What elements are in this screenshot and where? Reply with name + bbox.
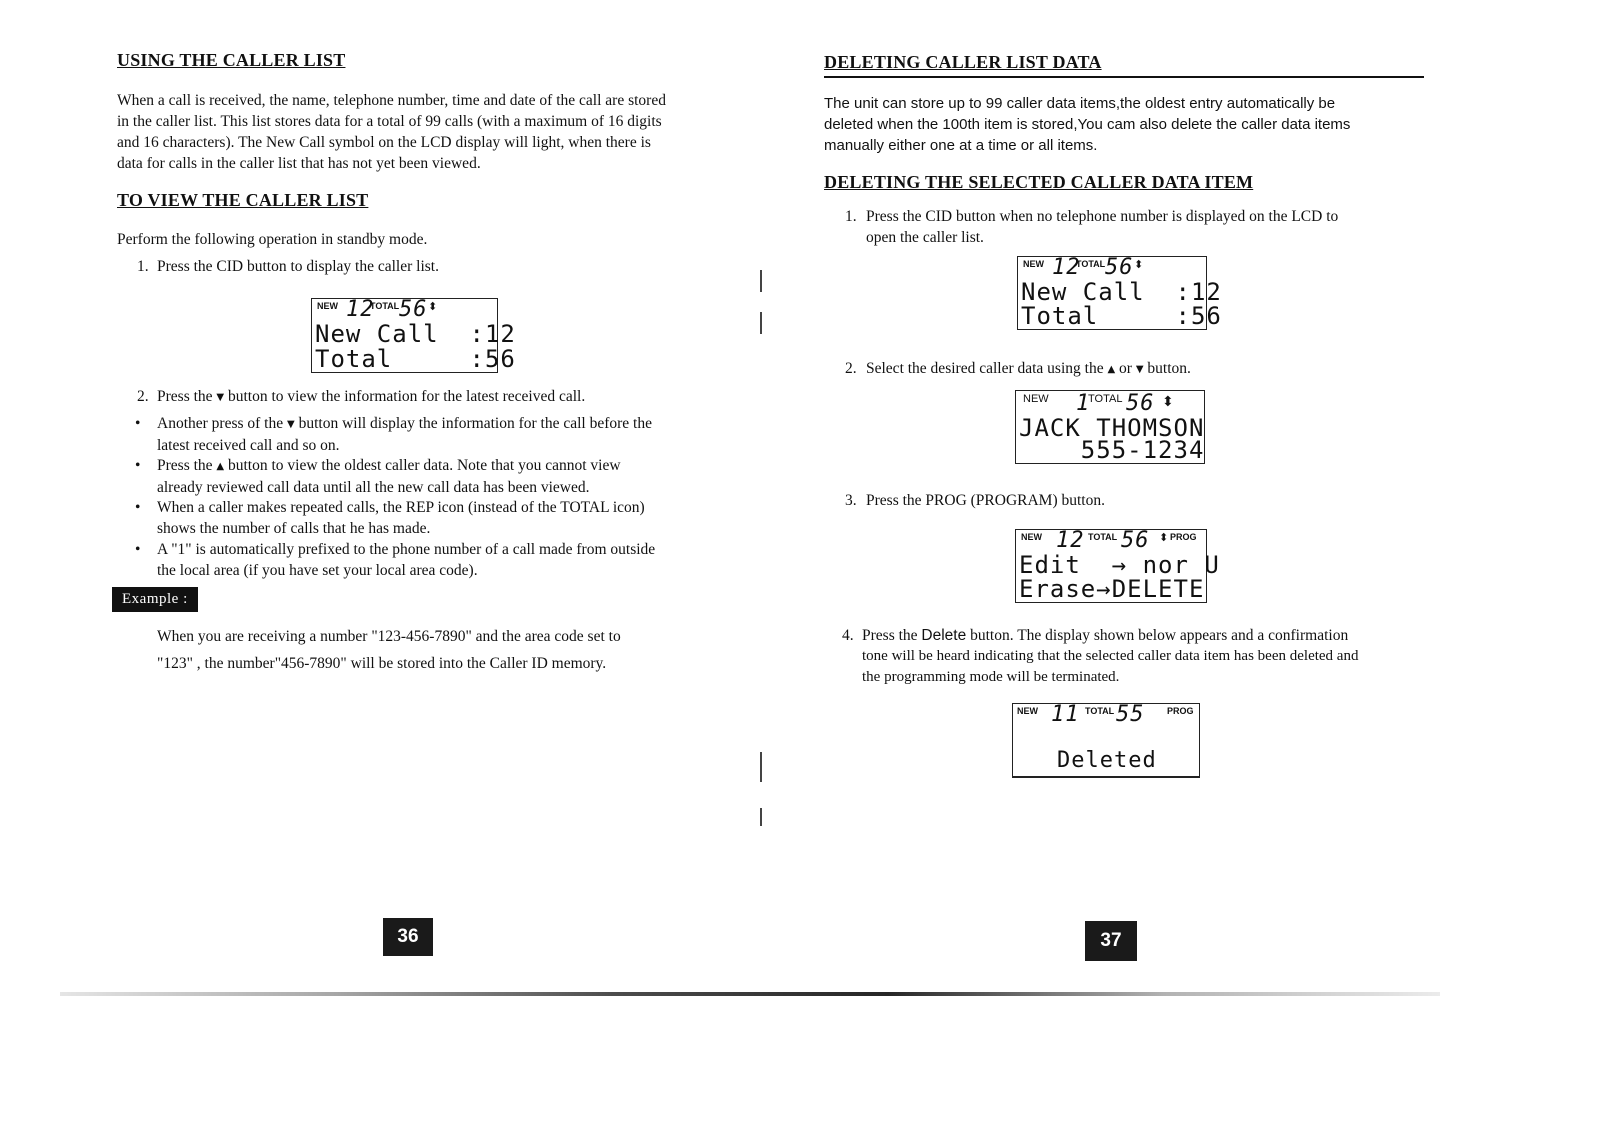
heading-view-caller-list: TO VIEW THE CALLER LIST (117, 190, 369, 210)
text-fragment: button. (1147, 360, 1191, 377)
lcd-line-1: Edit → nor U (1019, 551, 1220, 579)
bullet-text (157, 539, 655, 581)
total-count: 56 (1105, 255, 1134, 280)
intro-paragraph (117, 90, 737, 174)
bullet-text (157, 455, 621, 498)
text-fragment: Press the (862, 627, 918, 644)
new-count: 1 (1076, 391, 1091, 416)
lcd-line-1: New Call :12 (315, 320, 516, 348)
heading-deleting-caller-list-data: DELETING CALLER LIST DATA (824, 52, 1102, 72)
lcd-display-program-menu (1015, 528, 1220, 603)
new-count: 12 (1052, 255, 1081, 280)
lcd-bottom-border (1012, 776, 1200, 778)
text-line: latest received call and so on. (157, 437, 340, 454)
intro-line: and 16 characters). The New Call symbol on the LCD display will light, when there is (117, 134, 651, 151)
intro-line: deleted when the 100th item is stored,You cam also delete the caller data items (824, 116, 1351, 133)
text-line: shows the number of calls that he has made. (157, 520, 431, 537)
intro-line: data for calls in the caller list that has not yet been viewed. (117, 155, 481, 172)
text-fragment: button to view the oldest caller data. Note that you cannot view (228, 457, 621, 474)
text-fragment: Select the desired caller data using the (866, 360, 1104, 377)
lcd-line-2: Total :56 (315, 345, 516, 373)
lcd-line-2: Erase→DELETE (1019, 575, 1205, 603)
step-number: 1. (137, 258, 149, 275)
text-fragment: button will display the information for the call before the (298, 415, 652, 432)
step-text (866, 358, 1191, 380)
heading-using-caller-list: USING THE CALLER LIST (117, 50, 346, 70)
total-count: 56 (399, 297, 428, 322)
delete-key-label: Delete (921, 627, 967, 644)
bullet-text (157, 497, 645, 539)
gutter-mark (760, 808, 762, 826)
total-count: 55 (1116, 702, 1145, 727)
updown-arrow-icon: ⬍ (1159, 531, 1169, 544)
up-arrow-icon: ▲ (1107, 364, 1116, 375)
page-number-36: 36 (383, 918, 433, 956)
intro-line: in the caller list. This list stores data for a total of 99 calls (with a maximum of 16 digits (117, 113, 662, 130)
lcd-line-2: 555-1234 (1019, 436, 1205, 464)
text-line: the programming mode will be terminated. (862, 669, 1120, 685)
heading-rule (824, 76, 1424, 78)
step-text (862, 625, 1358, 688)
heading-deleting-selected-item: DELETING THE SELECTED CALLER DATA ITEM (824, 172, 1254, 192)
deleting-intro (824, 93, 1444, 156)
new-count: 12 (346, 297, 375, 322)
intro-line: When a call is received, the name, telephone number, time and date of the call are stored (117, 92, 666, 109)
bullet-icon: • (135, 415, 141, 432)
step-text (157, 386, 585, 408)
text-line: already reviewed call data until all the new call data has been viewed. (157, 479, 590, 496)
text-line: A "1" is automatically prefixed to the phone number of a call made from outside (157, 541, 656, 558)
gutter-mark (760, 752, 762, 782)
new-indicator: NEW (1021, 532, 1042, 542)
lcd-display-caller-list (311, 297, 516, 373)
text-line: the local area (if you have set your local area code). (157, 562, 478, 579)
bullet-icon: • (135, 457, 141, 474)
total-count: 56 (1126, 391, 1155, 416)
down-arrow-icon: ▼ (216, 392, 225, 403)
perform-text: Perform the following operation in standby mode. (117, 231, 428, 248)
text-fragment: or (1119, 360, 1132, 377)
text-fragment: Another press of the (157, 415, 284, 432)
total-indicator: TOTAL (1088, 532, 1118, 542)
text-line: open the caller list. (866, 229, 984, 246)
lcd-line-2: Total :56 (1021, 302, 1222, 330)
gutter-mark (760, 312, 762, 334)
step-text: Press the CID button to display the caller list. (157, 258, 439, 275)
step-text: Press the PROG (PROGRAM) button. (866, 492, 1105, 509)
intro-line: The unit can store up to 99 caller data items,the oldest entry automatically be (824, 95, 1336, 112)
text-line: "123" , the number"456-7890" will be stored into the Caller ID memory. (157, 655, 607, 672)
lcd-display-caller-entry (1015, 390, 1205, 464)
down-arrow-icon: ▼ (1135, 364, 1144, 375)
lcd-display-deleted (1012, 703, 1200, 777)
updown-arrow-icon: ⬍ (1162, 394, 1174, 410)
step-text (866, 206, 1338, 248)
updown-arrow-icon: ⬍ (428, 300, 438, 313)
text-fragment: Press the (157, 457, 213, 474)
new-indicator: NEW (1023, 259, 1044, 269)
bullet-icon: • (135, 499, 141, 516)
right-page (790, 0, 1613, 1138)
total-indicator: TOTAL (1076, 259, 1106, 269)
text-line: tone will be heard indicating that the selected caller data item has been deleted and (862, 648, 1359, 664)
total-indicator: TOTAL (370, 301, 400, 311)
prog-indicator: PROG (1170, 532, 1197, 542)
bullet-icon: • (135, 541, 141, 558)
gutter-mark (760, 270, 762, 292)
step-number: 3. (845, 492, 857, 509)
text-line: When you are receiving a number "123-456-7890" and the area code set to (157, 628, 621, 645)
prog-indicator: PROG (1167, 706, 1194, 716)
new-indicator: NEW (1023, 393, 1049, 405)
new-count: 12 (1056, 528, 1085, 553)
text-fragment: button. The display shown below appears and a confirmation (970, 627, 1349, 644)
step-number: 2. (137, 388, 149, 405)
left-page (0, 0, 790, 1138)
down-arrow-icon: ▼ (287, 419, 295, 430)
lcd-line-1: JACK THOMSON (1019, 414, 1205, 442)
example-text (157, 626, 717, 674)
new-indicator: NEW (1017, 706, 1038, 716)
total-count: 56 (1121, 528, 1150, 553)
lcd-line-2: Deleted (1057, 748, 1157, 773)
page-number-37: 37 (1085, 921, 1137, 961)
intro-line: manually either one at a time or all items. (824, 137, 1098, 154)
text-fragment: Press the (157, 388, 213, 405)
updown-arrow-icon: ⬍ (1134, 258, 1144, 271)
example-label: Example : (112, 587, 198, 612)
lcd-display-caller-list (1017, 255, 1222, 330)
step-number: 1. (845, 208, 857, 225)
text-fragment: button to view the information for the latest received call. (228, 388, 586, 405)
scan-artifact-line (60, 992, 1440, 996)
new-count: 11 (1051, 702, 1080, 727)
new-indicator: NEW (317, 301, 338, 311)
total-indicator: TOTAL (1088, 393, 1123, 405)
step-number: 2. (845, 360, 857, 377)
step-number: 4. (842, 627, 854, 644)
text-line: When a caller makes repeated calls, the REP icon (instead of the TOTAL icon) (157, 499, 645, 516)
up-arrow-icon: ▲ (216, 461, 225, 472)
bullet-text (157, 413, 652, 456)
lcd-line-1: New Call :12 (1021, 278, 1222, 306)
text-line: Press the CID button when no telephone number is displayed on the LCD to (866, 208, 1339, 225)
total-indicator: TOTAL (1085, 706, 1115, 716)
